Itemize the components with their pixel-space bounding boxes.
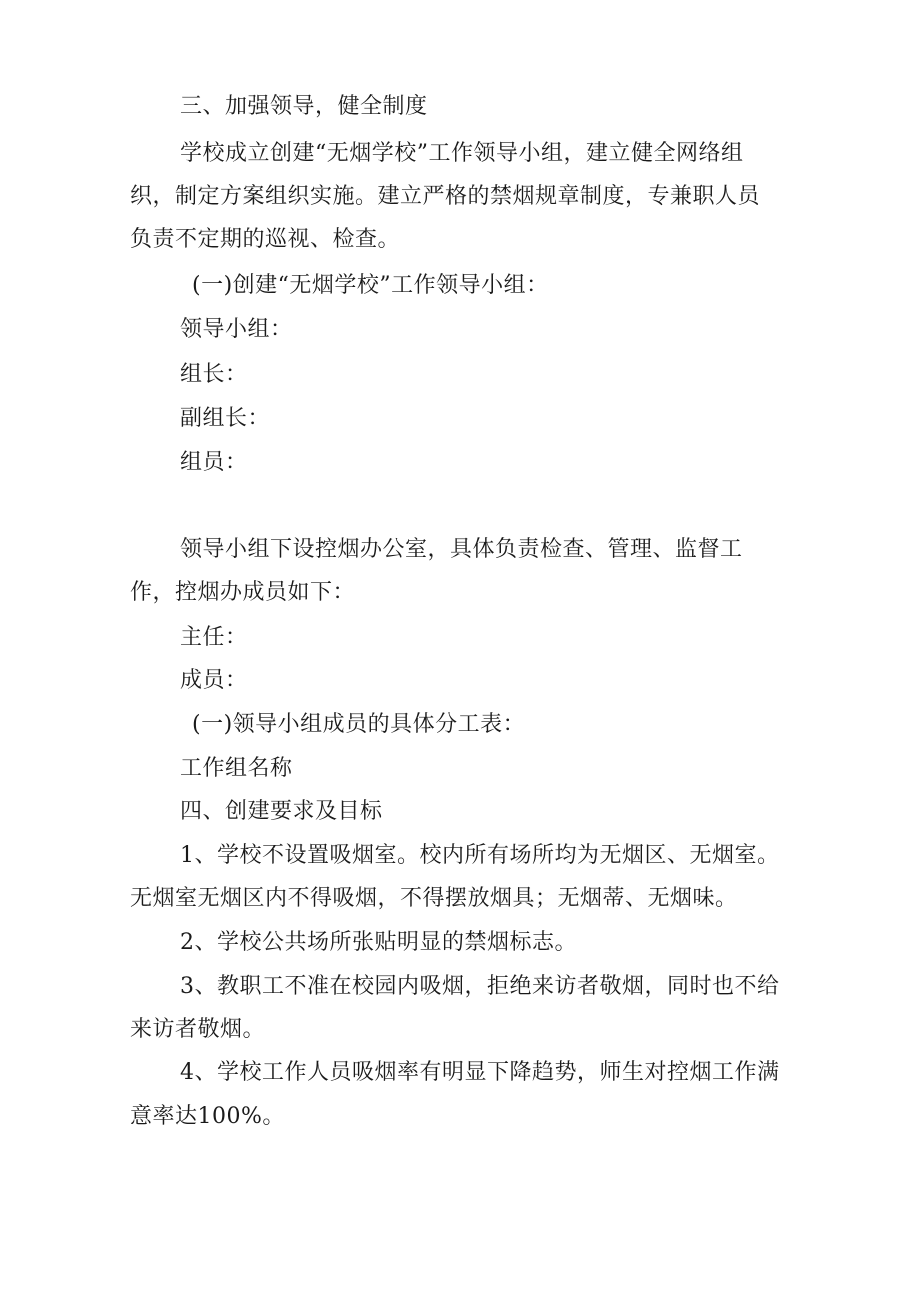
- item-2: 2、学校公共场所张贴明显的禁烟标志。: [180, 930, 577, 955]
- para-1-line-1: 学校成立创建“无烟学校”工作领导小组，建立健全网络组: [180, 141, 744, 166]
- section-heading-3: 三、加强领导，健全制度: [180, 94, 428, 119]
- leading-group-label: 领导小组：: [180, 317, 293, 342]
- leader-label: 组长：: [180, 362, 248, 387]
- para-2-line-2: 作，控烟办成员如下：: [130, 580, 356, 605]
- item-4-line-1: 4、学校工作人员吸烟率有明显下降趋势，师生对控烟工作满: [180, 1060, 780, 1085]
- subsection-2: (一)领导小组成员的具体分工表：: [192, 712, 526, 737]
- item-3-line-1: 3、教职工不准在校园内吸烟，拒绝来访者敬烟，同时也不给: [180, 974, 780, 999]
- table-header-label: 工作组名称: [180, 756, 293, 781]
- item-1-line-1: 1、学校不设置吸烟室。校内所有场所均为无烟区、无烟室。: [180, 843, 780, 868]
- vice-leader-label: 副组长：: [180, 406, 271, 431]
- section-heading-4: 四、创建要求及目标: [180, 799, 383, 824]
- office-members-label: 成员：: [180, 668, 248, 693]
- para-2-line-1: 领导小组下设控烟办公室，具体负责检查、管理、监督工: [180, 537, 743, 562]
- subsection-1: (一)创建“无烟学校”工作领导小组：: [192, 273, 549, 298]
- item-1-line-2: 无烟室无烟区内不得吸烟，不得摆放烟具；无烟蒂、无烟味。: [130, 886, 738, 911]
- members-label: 组员：: [180, 450, 248, 475]
- item-4-line-2: 意率达100%。: [130, 1104, 285, 1129]
- para-1-line-2: 织，制定方案组织实施。建立严格的禁烟规章制度，专兼职人员: [130, 184, 761, 209]
- item-3-line-2: 来访者敬烟。: [130, 1017, 266, 1042]
- para-1-line-3: 负责不定期的巡视、检查。: [130, 227, 401, 252]
- director-label: 主任：: [180, 625, 248, 650]
